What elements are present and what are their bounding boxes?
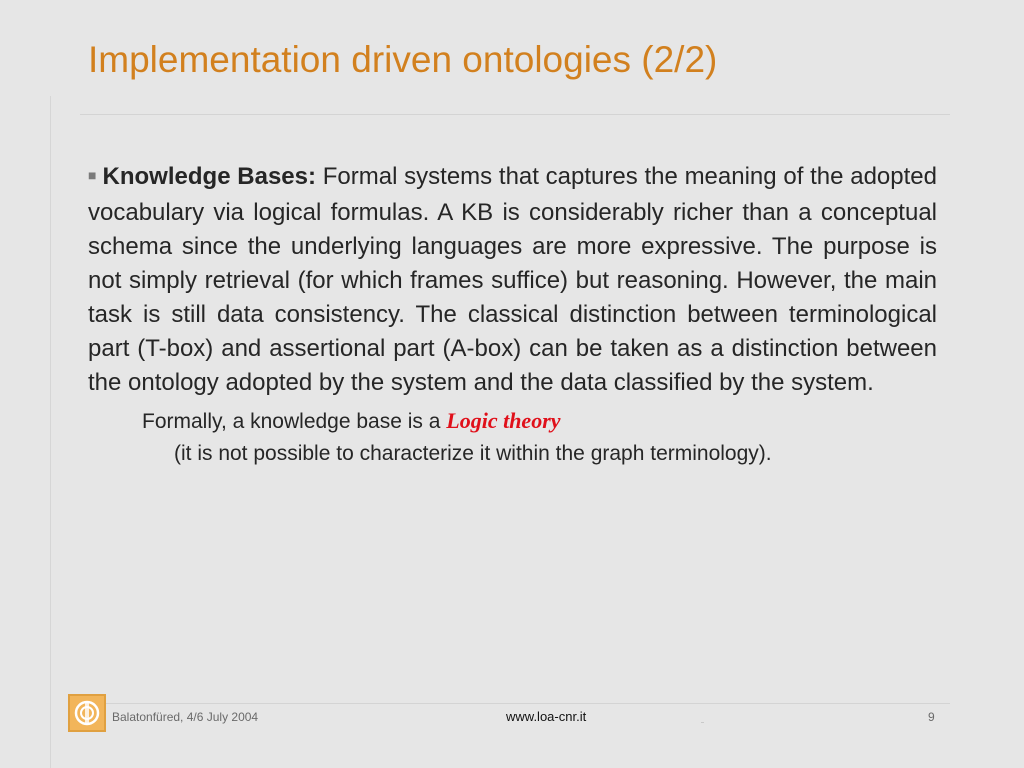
bullet-paragraph xyxy=(88,160,937,400)
title-divider xyxy=(80,114,950,115)
slide-content xyxy=(88,160,937,469)
square-bullet-icon: ■ xyxy=(88,167,97,183)
loa-logo-icon xyxy=(68,694,106,732)
left-divider xyxy=(50,96,51,768)
bullet-text: Formal systems that captures the meaning of the adopted vocabulary via logical formulas. A KB is considerably richer than a conceptual schema since the underlying languages are more expressive. The purpose is not simply retrieval (for which frames suffice) but reasoning. However, the main task is still data consistency. The classical distinction between terminological part (T-box) and assertional part (A-box) can be taken as a distinction between the ontology adopted by the system and the data classified by the system. xyxy=(88,163,937,396)
logic-theory-emphasis: Logic theory xyxy=(446,408,561,433)
footer-website-link[interactable]: www.loa-cnr.it xyxy=(506,709,587,724)
footer-decoration xyxy=(701,722,704,723)
bullet-term: Knowledge Bases: xyxy=(102,163,316,190)
slide-title: Implementation driven ontologies (2/2) xyxy=(88,39,718,80)
formal-definition xyxy=(88,404,937,439)
page-number: 9 xyxy=(928,710,935,724)
footer-location-date: Balatonfüred, 4/6 July 2004 xyxy=(112,710,259,724)
footer-divider xyxy=(80,703,950,704)
graph-note: (it is not possible to characterize it within the graph terminology). xyxy=(174,442,772,465)
formal-prefix: Formally, a knowledge base is a xyxy=(142,410,447,433)
